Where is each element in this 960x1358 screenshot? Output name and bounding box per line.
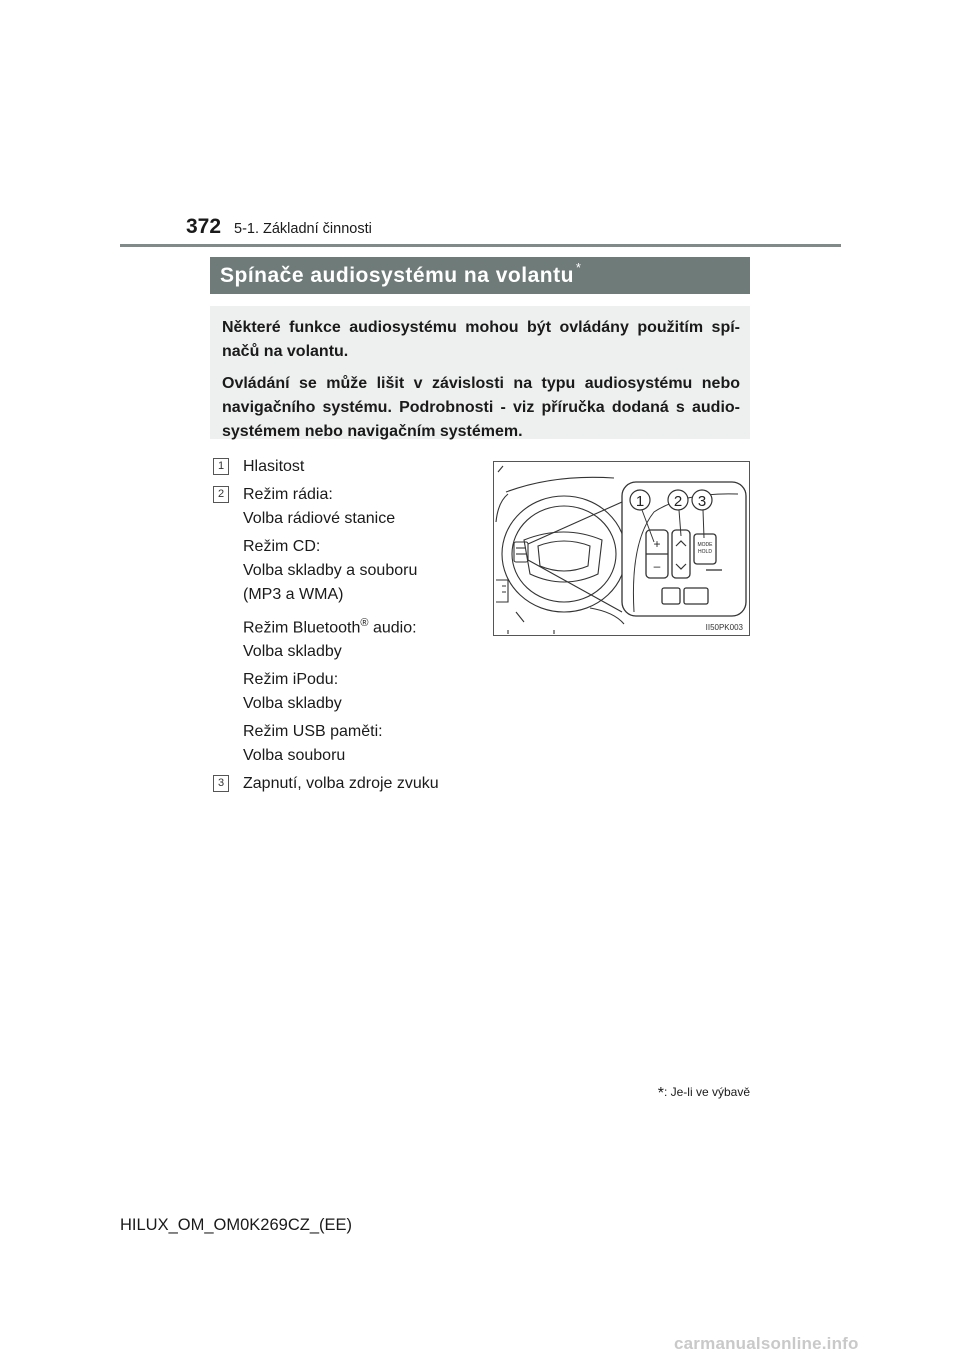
item-line: Volba skladby a souboru bbox=[243, 562, 418, 579]
item-line: Volba skladby bbox=[243, 643, 342, 661]
list-item-volume bbox=[213, 455, 473, 479]
callout-3-label: 3 bbox=[697, 493, 707, 510]
item-number-badge: 3 bbox=[213, 775, 229, 792]
list-item-usb bbox=[213, 720, 473, 768]
bluetooth-label: Režim Bluetooth bbox=[243, 619, 361, 637]
item-number-badge: 1 bbox=[213, 458, 229, 475]
steering-wheel-hub bbox=[524, 532, 602, 582]
callout-1-label: 1 bbox=[635, 493, 645, 510]
item-line: Volba rádiové stanice bbox=[243, 510, 396, 527]
item-line: Volba skladby bbox=[243, 695, 342, 713]
document-id: HILUX_OM_OM0K269CZ_(EE) bbox=[120, 1216, 352, 1234]
watermark: carmanualsonline.info bbox=[674, 1334, 859, 1353]
footnote bbox=[617, 1083, 750, 1101]
function-list bbox=[213, 455, 473, 796]
registered-mark: ® bbox=[360, 617, 369, 629]
item-line: Volba souboru bbox=[243, 747, 346, 765]
item-number-badge: 2 bbox=[213, 486, 229, 503]
item-line: Režim CD: bbox=[243, 538, 321, 555]
bluetooth-suffix: audio: bbox=[368, 619, 417, 637]
list-item-radio bbox=[213, 483, 473, 531]
page-number: 372 bbox=[186, 215, 222, 238]
item-line: (MP3 a WMA) bbox=[243, 586, 344, 603]
item-line: Zapnutí, volba zdroje zvuku bbox=[243, 775, 439, 793]
mode-label: MODE bbox=[697, 542, 713, 548]
list-item-ipod bbox=[213, 668, 473, 716]
list-item-bluetooth bbox=[213, 611, 473, 664]
intro-paragraph-2: Ovládání se může lišit v závislosti na typu audiosystému nebo navigačního systému. Podrobnosti - viz příručka dodaná s audio-systémem nebo navigačním systémem. bbox=[222, 375, 740, 440]
item-line bbox=[243, 611, 473, 640]
title-asterisk: * bbox=[575, 260, 581, 275]
item-line: Režim iPodu: bbox=[243, 671, 339, 689]
section-title: Spínače audiosystému na volantu bbox=[220, 263, 574, 287]
callout-2-label: 2 bbox=[673, 493, 683, 510]
list-item-power-source bbox=[213, 772, 473, 796]
list-item-cd bbox=[213, 535, 473, 607]
figure-code: II50PK003 bbox=[705, 623, 743, 632]
item-line: Hlasitost bbox=[243, 458, 305, 475]
item-line: Režim rádia: bbox=[243, 486, 333, 503]
steering-wheel-drawing bbox=[494, 462, 749, 635]
footnote-text: : Je-li ve výbavě bbox=[663, 1085, 750, 1099]
volume-up-label: + bbox=[653, 537, 661, 551]
hold-label: HOLD bbox=[698, 549, 712, 555]
footnote-asterisk: * bbox=[657, 1085, 664, 1102]
volume-down-label: – bbox=[653, 559, 661, 573]
header-rule bbox=[120, 244, 841, 247]
section-title-bar bbox=[210, 257, 750, 294]
intro-paragraph-1: Některé funkce audiosystému mohou být ovládány použitím spí-načů na volantu. bbox=[222, 319, 740, 360]
item-line: Režim USB paměti: bbox=[243, 723, 383, 741]
section-label: 5-1. Základní činnosti bbox=[234, 221, 372, 237]
steering-wheel-illustration bbox=[493, 461, 750, 636]
intro-box bbox=[210, 306, 750, 439]
